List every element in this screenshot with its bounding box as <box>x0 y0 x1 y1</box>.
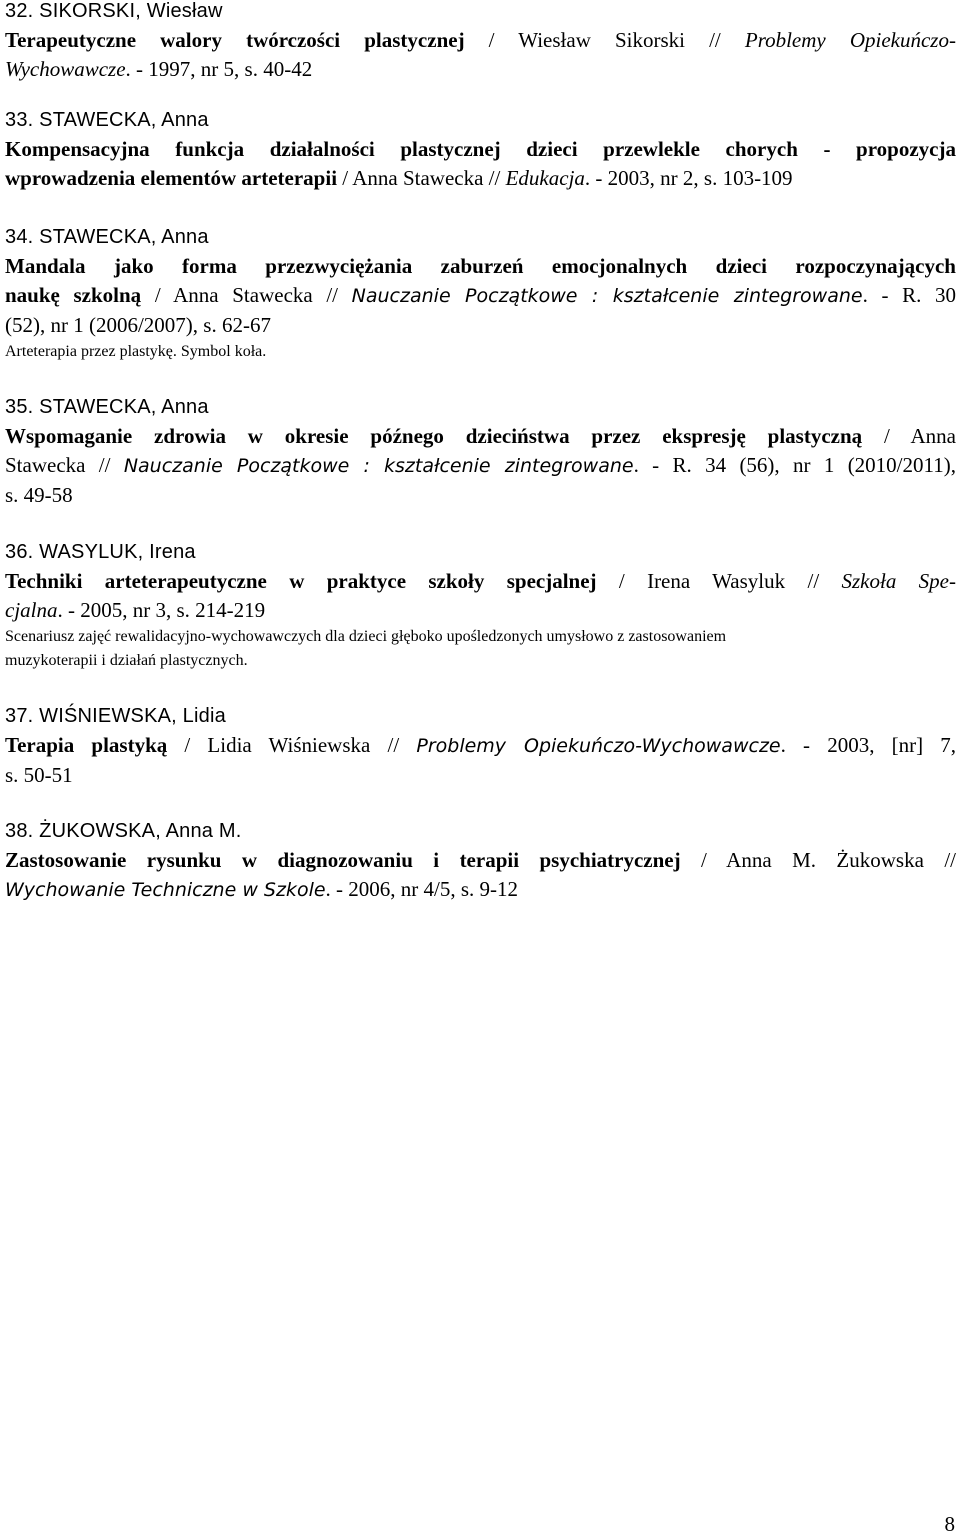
entry-title: Wspomaganie zdrowia w okresie późnego dzieciństwa przez ekspresję plastyczną <box>5 424 863 448</box>
entry-author-cont: Stawecka // <box>5 453 124 477</box>
entry-author-sep: / Wiesław Sikorski // <box>464 28 745 52</box>
entry-note: Arteterapia przez plastykę. Symbol koła. <box>5 343 267 360</box>
entry-citation <box>5 846 956 875</box>
entry-journal: Nauczanie Początkowe : kształcenie zintegrowane <box>351 285 863 307</box>
bibliography-entry-32 <box>5 0 956 84</box>
entry-heading: 38. ŻUKOWSKA, Anna M. <box>5 820 242 842</box>
entry-note-cont: muzykoterapii i działań plastycznych. <box>5 652 248 669</box>
entry-details: . - 1997, nr 5, s. 40-42 <box>125 57 313 81</box>
entry-details: . - 2005, nr 3, s. 214-219 <box>57 598 266 622</box>
bibliography-entry-33 <box>5 106 956 193</box>
entry-details-cont: (52), nr 1 (2006/2007), s. 62-67 <box>5 313 271 337</box>
entry-citation <box>5 26 956 55</box>
entry-journal: Szkoła Spe- <box>841 569 956 593</box>
entry-details: . - 2006, nr 4/5, s. 9-12 <box>325 877 519 901</box>
entry-journal: Nauczanie Początkowe : kształcenie zintegrowane <box>123 455 634 477</box>
entry-citation-cont <box>5 875 956 905</box>
entry-title-cont: wprowadzenia elementów arteterapii <box>5 166 338 190</box>
entry-details-cont: s. 49-58 <box>5 483 73 507</box>
entry-heading: 32. SIKORSKI, Wiesław <box>5 0 223 22</box>
entry-title: Terapeutyczne walory twórczości plastycznej <box>5 28 465 52</box>
entry-author-sep: / Anna Stawecka // <box>337 166 506 190</box>
entry-title: Terapia plastyką <box>5 733 168 757</box>
entry-journal-cont: Wychowawcze <box>5 57 126 81</box>
entry-citation-cont <box>5 55 956 84</box>
entry-heading: 36. WASYLUK, Irena <box>5 541 196 563</box>
bibliography-entry-36 <box>5 538 956 673</box>
entry-journal: Wychowanie Techniczne w Szkole <box>5 879 326 901</box>
entry-citation <box>5 422 956 451</box>
entry-title-cont: naukę szkolną <box>5 283 142 307</box>
entry-details: . - R. 34 (56), nr 1 (2010/2011), <box>633 453 956 477</box>
entry-citation-cont <box>5 451 956 481</box>
entry-title: Techniki arteterapeutyczne w praktyce szkoły specjalnej <box>5 569 597 593</box>
entry-details-cont: s. 50-51 <box>5 763 73 787</box>
entry-heading: 37. WIŚNIEWSKA, Lidia <box>5 705 226 727</box>
entry-journal: Edukacja <box>505 166 585 190</box>
entry-citation <box>5 281 956 311</box>
entry-heading: 33. STAWECKA, Anna <box>5 109 209 131</box>
entry-citation <box>5 731 956 761</box>
entry-journal-cont: cjalna <box>5 598 58 622</box>
entry-journal: Problemy Opiekuńczo-Wychowawcze <box>416 735 781 757</box>
entry-details: . - R. 30 <box>862 283 956 307</box>
entry-author-sep: / Anna M. Żukowska // <box>680 848 957 872</box>
entry-author-sep: / Anna <box>862 424 956 448</box>
entry-details: . - 2003, nr 2, s. 103-109 <box>584 166 793 190</box>
entry-citation <box>5 567 956 596</box>
entry-heading: 34. STAWECKA, Anna <box>5 226 209 248</box>
bibliography-entry-35 <box>5 393 956 510</box>
bibliography-entry-37 <box>5 702 956 790</box>
entry-note: Scenariusz zajęć rewalidacyjno-wychowawczych dla dzieci głęboko upośledzonych umysłowo z zastosowaniem <box>5 628 727 645</box>
entry-citation <box>5 164 956 193</box>
bibliography-entry-34 <box>5 223 956 364</box>
entry-author-sep: / Lidia Wiśniewska // <box>167 733 417 757</box>
entry-journal: Problemy Opiekuńczo- <box>744 28 956 52</box>
entry-author-sep: / Anna Stawecka // <box>141 283 352 307</box>
entry-title: Mandala jako forma przezwyciężania zaburzeń emocjonalnych dzieci rozpoczynających <box>5 254 956 278</box>
entry-author-sep: / Irena Wasyluk // <box>596 569 842 593</box>
entry-details: . - 2003, [nr] 7, <box>780 733 957 757</box>
page-number: 8 <box>944 1512 955 1536</box>
entry-citation-cont <box>5 596 956 625</box>
entry-heading: 35. STAWECKA, Anna <box>5 396 209 418</box>
entry-title: Kompensacyjna funkcja działalności plastycznej dzieci przewlekle chorych - propozycja <box>5 137 956 161</box>
entry-title: Zastosowanie rysunku w diagnozowaniu i terapii psychiatrycznej <box>5 848 681 872</box>
bibliography-entry-38 <box>5 817 956 905</box>
